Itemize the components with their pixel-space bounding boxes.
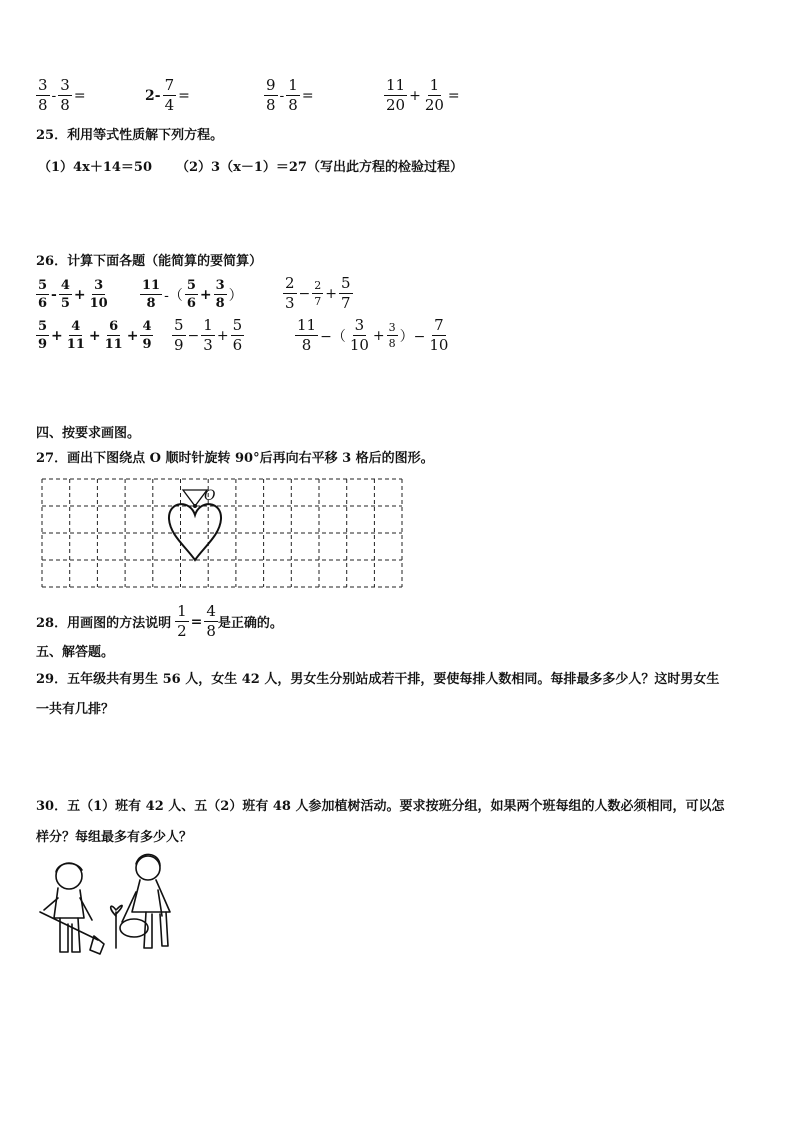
q26-expr-5: $\frac{5}{9}$ − $\frac{1}{3}$ + $\frac{5}{6}$ (174, 316, 243, 354)
calc-2: 2- $\frac{7}{4}$ = (145, 76, 190, 114)
q27-title: 27．画出下图绕点 O 顺时针旋转 90°后再向右平移 3 格后的图形。 (36, 451, 434, 466)
fraction: $\frac{11}{20}$ (386, 76, 406, 114)
calc-1: $\frac{3}{8}$ - $\frac{3}{8}$ = (38, 76, 86, 114)
q26-expr-3: $\frac{2}{3}$ − $\frac{2}{7}$ + $\frac{5}{7}$ (285, 274, 351, 312)
point-o-label: O (204, 488, 216, 504)
fraction: $\frac{1}{8}$ (288, 76, 298, 114)
q26-expr-4: $\frac{5}{9}$ + $\frac{4}{11}$ + $\frac{6}{11}$ + $\frac{4}{9}$ (38, 319, 152, 352)
q25-part2: （2）3（x－1）＝27（写出此方程的检验过程） (176, 160, 463, 175)
q26-expr-6: $\frac{11}{8}$ −（ $\frac{3}{10}$ + $\frac{3}{8}$ ）− $\frac{7}{10}$ (297, 316, 449, 354)
q27-grid (40, 477, 404, 589)
q30-line1: 30．五（1）班有 42 人、五（2）班有 48 人参加植树活动。要求按班分组，如果两个班每组的人数必须相同，可以怎 (36, 799, 725, 814)
calc-3: $\frac{9}{8}$ - $\frac{1}{8}$ = (266, 76, 314, 114)
q25-part1: （1）4x＋14＝50 (38, 160, 153, 175)
q28: 28．用画图的方法说明 $\frac{1}{2}$ = $\frac{4}{8}$ 是正确的。 (36, 602, 283, 640)
section-4-title: 四、按要求画图。 (36, 426, 141, 441)
fraction: $\frac{9}{8}$ (266, 76, 276, 114)
fraction: $\frac{7}{4}$ (164, 76, 175, 114)
section-5-title: 五、解答题。 (36, 645, 115, 660)
q26-expr-1: $\frac{5}{6}$ - $\frac{4}{5}$ + $\frac{3}{10}$ (38, 278, 108, 311)
q28-text: 28．用画图的方法说明 (36, 616, 172, 631)
children-planting-illustration (36, 848, 186, 963)
q25-title: 25．利用等式性质解下列方程。 (36, 128, 224, 143)
fraction: $\frac{3}{8}$ (60, 76, 70, 114)
q29-line2: 一共有几排？ (36, 702, 115, 717)
q30-line2: 样分？每组最多有多少人？ (36, 830, 193, 845)
q26-expr-2: $\frac{11}{8}$ -（ $\frac{5}{6}$ + $\frac{3}{8}$ ） (142, 278, 243, 311)
calc-4: $\frac{11}{20}$ + $\frac{1}{20}$ = (386, 76, 460, 114)
q29-line1: 29．五年级共有男生 56 人，女生 42 人，男女生分别站成若干排，要使每排人数相同。每排最多多少人？这时男女生 (36, 672, 720, 687)
fraction: $\frac{3}{8}$ (38, 76, 48, 114)
q26-title: 26．计算下面各题（能简算的要简算） (36, 254, 263, 269)
fraction: $\frac{1}{20}$ (424, 76, 444, 114)
